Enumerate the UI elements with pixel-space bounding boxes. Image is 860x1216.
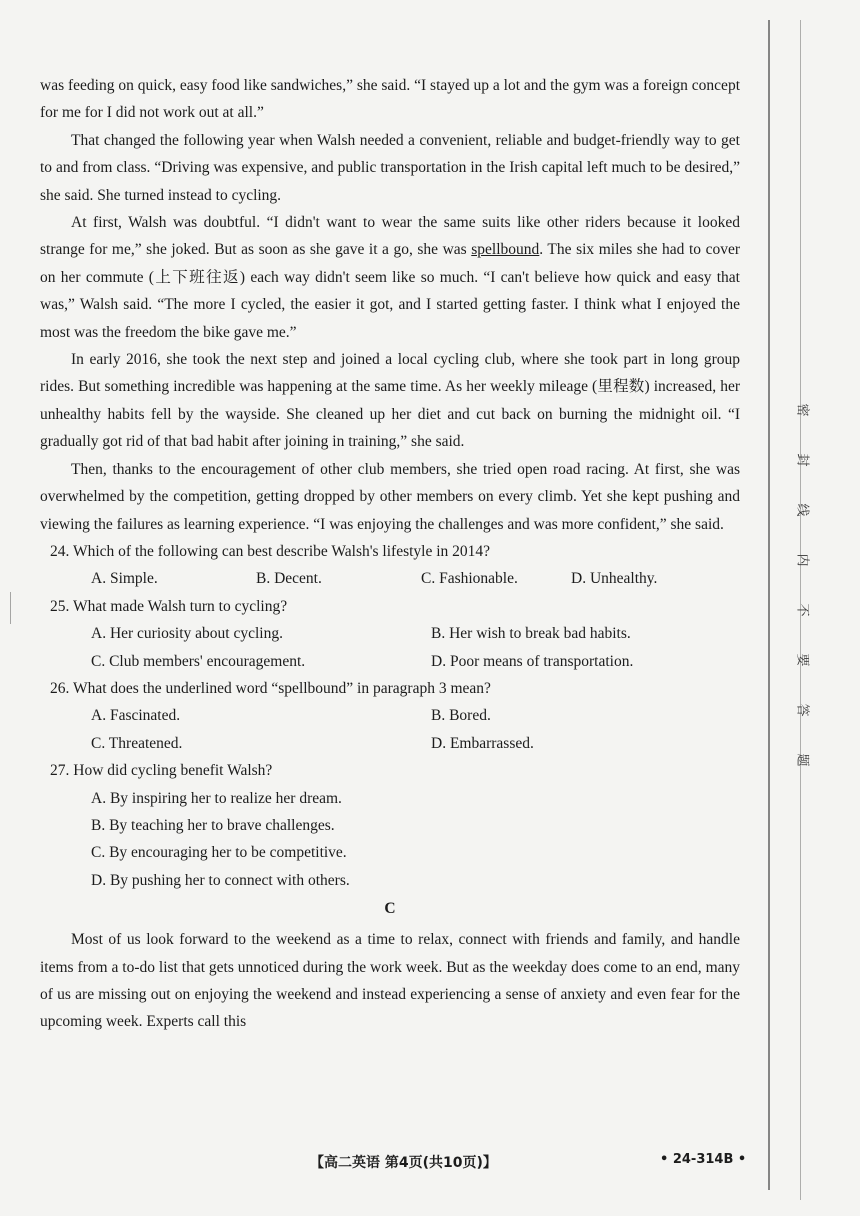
paragraph-text: At first, Walsh was doubtful. “I didn't want to wear the same suits like other riders because it looked strange for me,” she joked. But as soon as she gave it a go, she was <box>40 214 740 259</box>
option-a: A. Her curiosity about cycling. <box>91 625 283 643</box>
option-d: D. Unhealthy. <box>571 570 658 588</box>
seal-char: 线 <box>794 503 810 517</box>
question-stem: 27. How did cycling benefit Walsh? <box>50 762 273 780</box>
option-c: C. Club members' encouragement. <box>91 652 306 670</box>
question-stem: 24. Which of the following can best describe Walsh's lifestyle in 2014? <box>50 542 491 560</box>
options <box>40 702 740 757</box>
options <box>40 620 740 675</box>
options <box>40 565 740 592</box>
option-d: D. By pushing her to connect with others. <box>91 871 350 889</box>
seal-char: 不 <box>794 603 810 617</box>
option-d: D. Poor means of transportation. <box>431 652 634 670</box>
seal-char: 答 <box>794 703 810 717</box>
paper-code: • 24-314B • <box>660 1152 747 1167</box>
option-c: C. By encouraging her to be competitive. <box>91 844 347 862</box>
option-b: B. By teaching her to brave challenges. <box>91 816 335 834</box>
question-26 <box>40 675 740 757</box>
option-a: A. Fascinated. <box>91 707 181 725</box>
paragraph: That changed the following year when Walsh needed a convenient, reliable and budget-friendly way to get to and from class. “Driving was expensive, and public transportation in the Irish capital left much to be desired,” she said. She turned instead to cycling. <box>40 131 740 204</box>
option-b: B. Bored. <box>431 707 491 725</box>
seal-line-notice <box>774 385 810 785</box>
paragraph <box>40 209 740 346</box>
question-25 <box>40 593 740 675</box>
reading-passage-b <box>40 72 740 1036</box>
scan-mark <box>10 592 11 624</box>
page-footer: 【高二英语 第4页(共10页)】 <box>310 1155 497 1171</box>
option-b: B. Decent. <box>256 570 322 588</box>
question-stem: 26. What does the underlined word “spellbound” in paragraph 3 mean? <box>50 679 491 697</box>
paragraph-text: . The six miles she had to cover on her commute (上下班往返) each way didn't seem like so much. “I can't believe how quick and easy that was,” Walsh said. “The more I cycled, the easier it got, and I started getting faster. I think what I enjoyed the most was the freedom the bike gave me.” <box>40 241 740 341</box>
paragraph: was feeding on quick, easy food like sandwiches,” she said. “I stayed up a lot and the gym was a foreign concept for me for I did not work out at all.” <box>40 77 740 122</box>
seal-char: 封 <box>794 453 810 467</box>
seal-char: 密 <box>794 403 810 417</box>
question-27 <box>40 757 740 894</box>
option-b: B. Her wish to break bad habits. <box>431 625 631 643</box>
option-a: A. By inspiring her to realize her dream. <box>91 789 342 807</box>
question-stem: 25. What made Walsh turn to cycling? <box>50 597 288 615</box>
option-d: D. Embarrassed. <box>431 734 534 752</box>
underlined-word: spellbound <box>471 241 540 259</box>
option-a: A. Simple. <box>91 570 158 588</box>
section-heading: C <box>384 900 396 918</box>
paragraph: Most of us look forward to the weekend as a time to relax, connect with friends and family, and handle items from a to-do list that gets unnoticed during the work week. But as the weekday does come to an end, many of us are missing out on enjoying the weekend and instead experiencing a sense of anxiety and even fear for the upcoming week. Experts call this <box>40 931 740 1031</box>
question-24 <box>40 538 740 593</box>
paragraph: Then, thanks to the encouragement of other club members, she tried open road racing. At first, she was overwhelmed by the competition, getting dropped by other members on every climb. Yet she kept pushing and viewing the failures as learning experience. “I was enjoying the challenges and was more confident,” she said. <box>40 460 740 533</box>
paragraph: In early 2016, she took the next step and joined a local cycling club, where she took part in long group rides. But something incredible was happening at the same time. As her weekly mileage (里程数) increased, her unhealthy habits fell by the wayside. She cleaned up her diet and cut back on burning the midnight oil. “I gradually got rid of that bad habit after joining in training,” she said. <box>40 351 740 451</box>
seal-char: 要 <box>794 653 810 667</box>
seal-char: 内 <box>794 553 810 567</box>
option-c: C. Threatened. <box>91 734 183 752</box>
seal-char: 题 <box>794 753 810 767</box>
option-c: C. Fashionable. <box>421 570 518 588</box>
